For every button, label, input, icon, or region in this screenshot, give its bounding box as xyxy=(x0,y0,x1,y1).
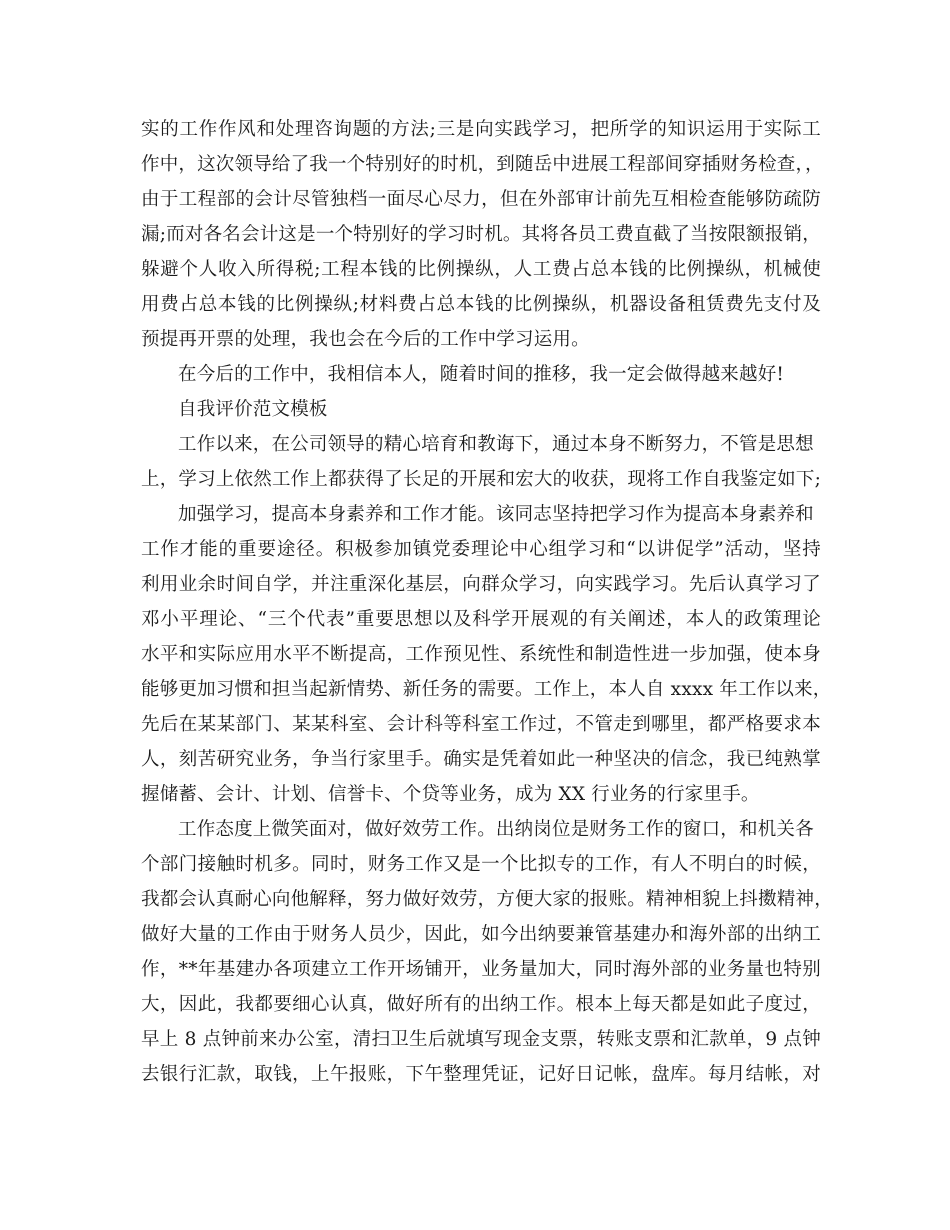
body-text-line: 用费占总本钱的比例操纵;材料费占总本钱的比例操纵，机器设备租赁费先支付及 xyxy=(141,294,821,315)
body-text-line: 做好大量的工作由于财务人员少，因此，如今出纳要兼管基建办和海外部的出纳工 xyxy=(141,924,821,945)
paragraph-first-line: 工作以来，在公司领导的精心培育和教诲下，通过本身不断努力，不管是思想 xyxy=(178,434,814,455)
body-text-line: 邓小平理论、“三个代表”重要思想以及科学开展观的有关阐述，本人的政策理论 xyxy=(141,609,821,630)
body-text-line: 去银行汇款，取钱，上午报账，下午整理凭证，记好日记帐，盘库。每月结帐，对 xyxy=(141,1064,821,1085)
body-text-line: 预提再开票的处理，我也会在今后的工作中学习运用。 xyxy=(141,329,590,350)
paragraph-first-line: 工作态度上微笑面对，做好效劳工作。出纳岗位是财务工作的窗口，和机关各 xyxy=(178,819,814,840)
body-text-line: 利用业余时间自学，并注重深化基层，向群众学习，向实践学习。先后认真学习了 xyxy=(141,574,821,595)
body-text-line: 漏;而对各名会计这是一个特别好的学习时机。其将各员工费直截了当按限额报销， xyxy=(141,224,821,245)
section-heading: 自我评价范文模板 xyxy=(178,399,328,420)
body-text-line: 早上 8 点钟前来办公室，清扫卫生后就填写现金支票，转账支票和汇款单，9 点钟 xyxy=(141,1029,821,1050)
body-text-line: 上，学习上依然工作上都获得了长足的开展和宏大的收获，现将工作自我鉴定如下; xyxy=(141,469,821,490)
body-text-line: 实的工作作风和处理咨询题的方法;三是向实践学习，把所学的知识运用于实际工 xyxy=(141,119,821,140)
body-text-line: 作，**年基建办各项建立工作开场铺开，业务量加大，同时海外部的业务量也特别 xyxy=(141,959,821,980)
body-text-line: 我都会认真耐心向他解释，努力做好效劳，方便大家的报账。精神相貌上抖擞精神， xyxy=(141,889,833,910)
body-text-line: 作中，这次领导给了我一个特别好的时机，到随岳中进展工程部间穿插财务检查，， xyxy=(141,154,824,175)
body-text-line: 能够更加习惯和担当起新情势、新任务的需要。工作上，本人自 xxxx 年工作以来， xyxy=(141,679,832,700)
paragraph-first-line: 加强学习，提高本身素养和工作才能。该同志坚持把学习作为提高本身素养和 xyxy=(178,504,814,525)
paragraph-first-line: 在今后的工作中，我相信本人，随着时间的推移，我一定会做得越来越好! xyxy=(178,364,785,385)
body-text-line: 人，刻苦研究业务，争当行家里手。确实是凭着如此一种坚决的信念，我已纯熟掌 xyxy=(141,749,821,770)
body-text-line: 先后在某某部门、某某科室、会计科等科室工作过，不管走到哪里，都严格要求本 xyxy=(141,714,821,735)
body-text-line: 躲避个人收入所得税;工程本钱的比例操纵，人工费占总本钱的比例操纵，机械使 xyxy=(141,259,821,280)
body-text-line: 工作才能的重要途径。积极参加镇党委理论中心组学习和“以讲促学”活动，坚持 xyxy=(141,539,821,560)
body-text-line: 大，因此，我都要细心认真，做好所有的出纳工作。根本上每天都是如此子度过， xyxy=(141,994,821,1015)
body-text-line: 水平和实际应用水平不断提高，工作预见性、系统性和制造性进一步加强，使本身 xyxy=(141,644,821,665)
body-text-line: 握储蓄、会计、计划、信誉卡、个贷等业务，成为 XX 行业务的行家里手。 xyxy=(141,784,760,805)
body-text-line: 个部门接触时机多。同时，财务工作又是一个比拟专的工作，有人不明白的时候， xyxy=(141,854,821,875)
body-text-line: 由于工程部的会计尽管独档一面尽心尽力，但在外部审计前先互相检查能够防疏防 xyxy=(141,189,821,210)
